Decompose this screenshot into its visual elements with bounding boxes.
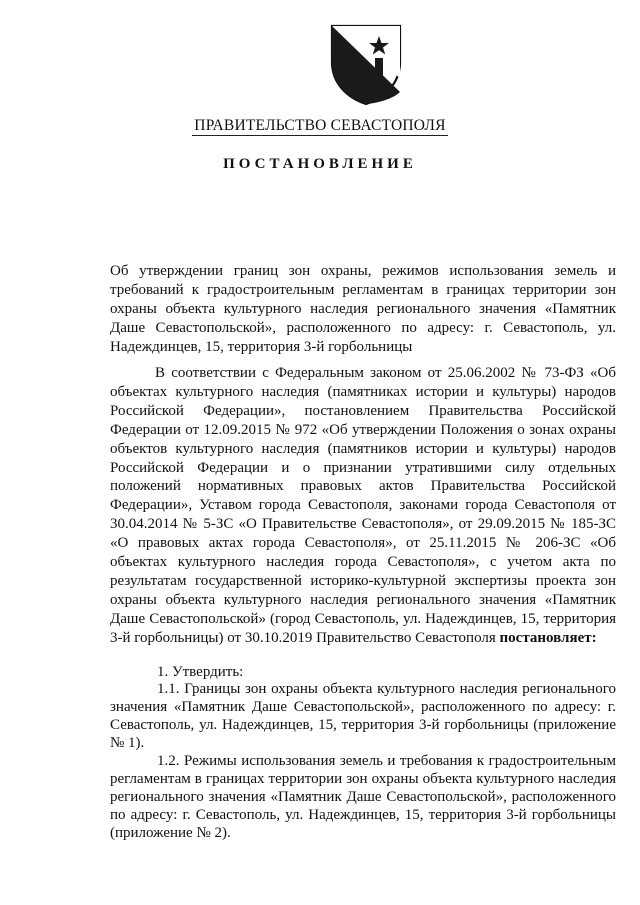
government-title: ПРАВИТЕЛЬСТВО СЕВАСТОПОЛЯ <box>194 117 446 134</box>
decree-subject: Об утверждении границ зон охраны, режимов использования земель и требований к градостроительным регламентам в границах территории зон охраны объекта культурного наследия регионального значения «Памятник Даше Севастопольской», расположенного по адресу: г. Севастополь, ул. Надеждинцев, 15, территория 3-й горбольницы <box>110 263 616 355</box>
preamble-text: В соответствии с Федеральным законом от 25.06.2002 № 73-ФЗ «Об объектах культурного наследия (памятниках истории и культуры) народов Российской Федерации», постановлением Правительства Российской Федерации от 12.09.2015 № 972 «Об утверждении Положения о зонах охраны объектов культурного наследия (памятников истории и культуры) народов Российской Федерации и о признании утратившими силу отдельных положений нормативных правовых актов Правительства Российской Федерации», Уставом города Севастополя, законами города Севастополя от 30.04.2014 № 5-ЗС «О Правительстве Севастополя», от 29.09.2015 № 185-ЗС «О правовых актах города Севастополя», от 25.11.2015 № 206-ЗС «Об объектах культурного наследия города Севастополя», с учетом акта по результатам государственной историко-культурной экспертизы проекта зон охраны объекта культурного наследия регионального значения «Памятник Даше Севастопольской» (город Севастополь, ул. Надеждинцев, 15, территория 3-й горбольницы) от 30.10.2019 Правительство Севастополя <box>110 365 616 646</box>
clause-1: 1. Утвердить: <box>157 664 244 680</box>
clause-1-1: 1.1. Границы зон охраны объекта культурного наследия регионального значения «Памятник Даше Севастопольской», расположенного по адресу: г. Севастополь, ул. Надеждинцев, 15, территория 3-й горбольницы (приложение № 1). <box>110 681 616 751</box>
sevastopol-coat-of-arms-icon <box>322 18 410 106</box>
document-type: ПОСТАНОВЛЕНИЕ <box>223 156 417 172</box>
clause-1-2: 1.2. Режимы использования земель и требования к градостроительным регламентам в границах территории зон охраны объекта культурного наследия регионального значения «Памятник Даше Севастопольской», расположенного по адресу: г. Севастополь, ул. Надеждинцев, 15, территория 3-й горбольницы (приложение № 2). <box>110 753 616 841</box>
decree-word: постановляет: <box>499 629 597 646</box>
decree-preamble <box>110 364 616 648</box>
